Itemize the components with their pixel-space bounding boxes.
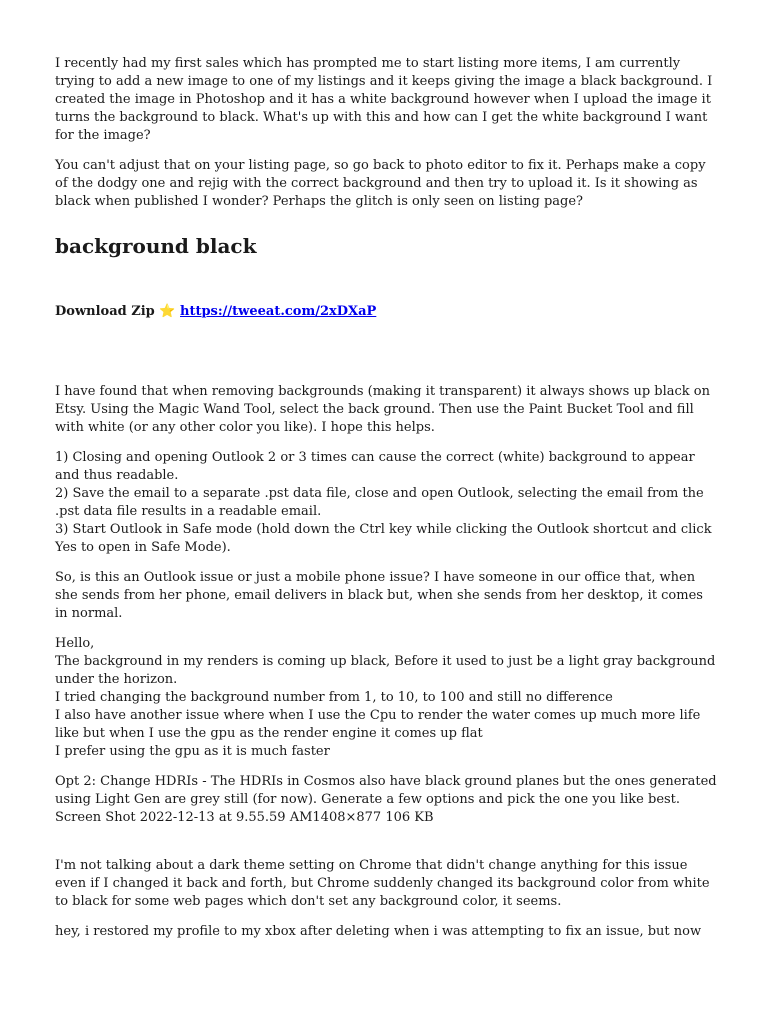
list-item: 2) Save the email to a separate .pst data file, close and open Outlook, selecting the email from the .pst data file results in a readable email.: [55, 486, 704, 519]
download-label: Download Zip ⭐: [55, 304, 176, 319]
text-line: I prefer using the gpu as it is much faster: [55, 744, 330, 759]
outlook-steps-list: [55, 449, 717, 557]
paragraph-xbox: hey, i restored my profile to my xbox after deleting when i was attempting to fix an issue, but now: [55, 924, 702, 939]
text-line: I tried changing the background number from 1, to 10, to 100 and still no difference: [55, 690, 613, 705]
paragraph-chrome: I'm not talking about a dark theme setting on Chrome that didn't change anything for this issue even if I changed it back and forth, but Chrome suddenly changed its background color from white to black for some web pages which don't set any background color, it seems.: [55, 858, 710, 909]
list-item: 3) Start Outlook in Safe mode (hold down the Ctrl key while clicking the Outlook shortcut and click Yes to open in Safe Mode).: [55, 522, 712, 555]
download-line: [55, 303, 717, 321]
text-line: Hello,: [55, 636, 95, 651]
section-heading: background black: [55, 234, 257, 258]
paragraph-renders: [55, 635, 717, 761]
text-line: Screen Shot 2022-12-13 at 9.55.59 AM1408×877 106 KB: [55, 810, 434, 825]
paragraph-intro: I recently had my first sales which has prompted me to start listing more items, I am currently trying to add a new image to one of my listings and it keeps giving the image a black background. I created the image in Photoshop and it has a white background however when I upload the image it turns the background to black. What's up with this and how can I get the white background I want for the image?: [55, 56, 713, 143]
text-line: Opt 2: Change HDRIs - The HDRIs in Cosmos also have black ground planes but the ones generated using Light Gen are grey still (for now). Generate a few options and pick the one you like best.: [55, 774, 717, 807]
paragraph-reply: You can't adjust that on your listing page, so go back to photo editor to fix it. Perhaps make a copy of the dodgy one and rejig with the correct background and then try to upload it. Is it showing as black when published I wonder? Perhaps the glitch is only seen on listing page?: [55, 158, 706, 209]
text-line: I also have another issue where when I use the Cpu to render the water comes up much more life like but when I use the gpu as the render engine it comes up flat: [55, 708, 701, 741]
paragraph-etsy: I have found that when removing backgrounds (making it transparent) it always shows up black on Etsy. Using the Magic Wand Tool, select the back ground. Then use the Paint Bucket Tool and fill with white (or any other color you like). I hope this helps.: [55, 384, 710, 435]
list-item: 1) Closing and opening Outlook 2 or 3 times can cause the correct (white) background to appear and thus readable.: [55, 450, 695, 483]
paragraph-hdri: [55, 773, 717, 827]
download-link[interactable]: https://tweeat.com/2xDXaP: [180, 304, 377, 319]
paragraph-outlook-question: So, is this an Outlook issue or just a mobile phone issue? I have someone in our office that, when she sends from her phone, email delivers in black but, when she sends from her desktop, it comes in normal.: [55, 570, 703, 621]
document-page: [55, 55, 717, 941]
text-line: The background in my renders is coming up black, Before it used to just be a light gray background under the horizon.: [55, 654, 716, 687]
